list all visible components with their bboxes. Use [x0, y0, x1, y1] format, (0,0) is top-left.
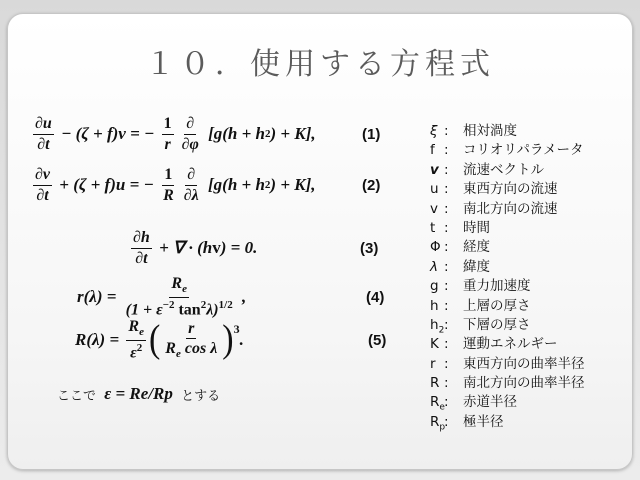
legend-item: [430, 335, 630, 354]
eq2-deriv-numerator: ∂: [185, 166, 197, 186]
eq4-den-c: λ): [206, 301, 219, 318]
legend-item: [430, 161, 630, 180]
legend-symbol: g: [430, 278, 439, 295]
legend-symbol: λ: [430, 258, 438, 275]
eq2-deriv-fraction: [182, 166, 201, 204]
equation-5-number: (5): [368, 331, 387, 349]
eq2-coef-fraction: [161, 166, 176, 204]
legend-description: 極半径: [463, 413, 504, 430]
legend-symbol-base: R: [430, 413, 440, 430]
legend-item: [430, 393, 630, 412]
legend-description: 上層の厚さ: [463, 297, 531, 314]
eq5-left-paren: (: [148, 318, 161, 361]
eq4-denominator: [124, 298, 235, 319]
legend-symbol-base: R: [430, 394, 440, 411]
eq5-f1-den-eps: ε: [130, 344, 137, 361]
equation-5: [0, 318, 410, 362]
eq5-lhs: R(λ) =: [75, 330, 124, 349]
legend-symbol: v: [430, 161, 439, 178]
equation-4-number: (4): [366, 288, 385, 306]
eq5-f2-numerator: r: [186, 320, 196, 340]
eq1-rhs-subscript: 2: [265, 128, 271, 140]
legend-symbol: [430, 393, 444, 412]
legend-description: 経度: [463, 239, 490, 256]
eq4-den-b: tan: [174, 301, 201, 318]
eq4-num-r: R: [171, 275, 183, 293]
legend-separator: :: [444, 239, 449, 256]
eq2-rhs-a: [g(h + h: [203, 175, 265, 194]
eq1-deriv-fraction: [180, 115, 201, 153]
eq4-den-sup2: 2: [200, 298, 207, 311]
eq1-deriv-numerator: ∂: [184, 115, 196, 135]
legend-description: コリオリパラメータ: [463, 142, 584, 159]
note-sub-p: p: [164, 384, 173, 403]
eq1-lhs-numerator: ∂u: [33, 115, 54, 135]
note-prefix: ここで: [57, 388, 105, 404]
legend-symbol: t: [430, 219, 436, 236]
legend-description: 東西方向の曲率半径: [463, 355, 585, 372]
legend-description: 南北方向の流速: [463, 200, 558, 217]
legend-item: [430, 219, 630, 238]
legend-symbol: u: [430, 181, 439, 198]
equation-3-number: (3): [360, 239, 379, 257]
eq1-rhs-b: ) + K],: [270, 124, 316, 143]
equation-3-expression: [128, 226, 257, 270]
legend-separator: :: [444, 375, 449, 392]
eq4-den-a: (1 + ε: [125, 301, 163, 318]
legend-symbol: v: [430, 200, 438, 217]
legend-symbol: [430, 316, 444, 335]
eq3-lhs-denominator: ∂t: [135, 249, 148, 267]
legend-item: [430, 258, 630, 277]
note-equals-r: = R: [111, 384, 141, 403]
eq2-lhs-numerator: ∂v: [33, 166, 52, 186]
eq1-middle: − (ζ + f)v = −: [56, 124, 159, 143]
legend-description: 運動エネルギー: [463, 336, 558, 353]
eq5-f2-denominator: [163, 339, 219, 360]
legend-item: [430, 297, 630, 316]
equation-2-number: (2): [362, 176, 381, 194]
legend-symbol: R: [430, 375, 440, 392]
eq3-bold-v: v: [212, 238, 221, 257]
legend-description: 流速ベクトル: [463, 161, 544, 178]
eq4-lhs: r(λ) =: [77, 287, 121, 306]
legend-description: 緯度: [463, 258, 490, 275]
eq1-coef-denominator: r: [164, 135, 171, 153]
legend-symbol: h: [430, 297, 439, 314]
slide-title: １０．使用する方程式: [145, 47, 495, 82]
eq4-den-sup3: 1/2: [218, 298, 233, 311]
legend-separator: :: [444, 336, 449, 353]
equation-1-number: (1): [362, 125, 381, 143]
eq5-f2-den-sub: e: [175, 348, 181, 361]
legend-item: [430, 355, 630, 374]
legend-symbol: r: [430, 355, 436, 372]
equation-5-expression: [75, 318, 244, 362]
legend-symbol: [430, 413, 444, 432]
eq5-fraction-2: [163, 320, 219, 361]
legend-separator: :: [444, 161, 449, 178]
eq5-tail: .: [239, 330, 244, 349]
legend-item: [430, 316, 630, 335]
eq2-coef-denominator: R: [163, 186, 174, 204]
eq3-lhs-fraction: [131, 229, 152, 267]
eq5-f1-den-sup: 2: [136, 341, 143, 354]
legend-separator: :: [444, 316, 449, 333]
legend-separator: :: [444, 297, 449, 314]
note-slash-r: /R: [148, 384, 165, 403]
eq2-lhs-fraction: [33, 166, 52, 204]
legend-item: [430, 122, 630, 141]
eq1-deriv-denominator: ∂φ: [181, 135, 199, 153]
eq2-middle: + (ζ + f)u = −: [55, 175, 159, 194]
legend-item: [430, 277, 630, 296]
note-epsilon: ε: [104, 384, 112, 403]
eq4-num-sub: e: [182, 283, 187, 296]
legend-description: 赤道半径: [463, 394, 517, 411]
eq5-f1-denominator: [128, 341, 144, 362]
equation-1-expression: [30, 112, 316, 156]
eq3-middle-b: ) = 0.: [220, 238, 258, 257]
legend-description: 南北方向の曲率半径: [463, 375, 585, 392]
legend-symbol: f: [430, 142, 435, 159]
legend-item: [430, 413, 630, 432]
legend-description: 下層の厚さ: [463, 316, 531, 333]
eq5-power: 3: [233, 322, 240, 336]
legend-symbol-sub: e: [439, 403, 445, 414]
variable-legend: [430, 122, 630, 432]
legend-symbol-sub: p: [439, 422, 446, 433]
legend-description: 時間: [463, 219, 490, 236]
eq5-f1-num-r: R: [128, 318, 140, 336]
note-suffix: とする: [172, 388, 221, 404]
equation-2-expression: [30, 163, 316, 207]
eq2-rhs-b: ) + K],: [270, 175, 316, 194]
legend-separator: :: [444, 219, 449, 236]
legend-separator: :: [444, 123, 449, 139]
legend-description: 東西方向の流速: [463, 181, 558, 198]
eq2-rhs-subscript: 2: [264, 179, 271, 191]
eq1-coef-fraction: [162, 115, 174, 153]
legend-item: [430, 180, 630, 199]
legend-item: [430, 238, 630, 257]
eq5-right-paren: ): [222, 318, 234, 361]
eq3-middle-a: + ∇ · (h: [154, 238, 213, 257]
eq5-f2-den-r: R: [165, 340, 176, 358]
eq4-tail: ,: [237, 287, 247, 306]
eq4-fraction: [124, 275, 235, 318]
eq1-lhs-denominator: ∂t: [37, 135, 50, 153]
legend-description: 相対渦度: [463, 123, 517, 139]
legend-symbol: ξ: [430, 123, 438, 139]
eq2-deriv-denominator: ∂λ: [183, 186, 199, 204]
legend-description: 重力加速度: [463, 278, 531, 295]
eq5-f1-numerator: [126, 318, 146, 340]
legend-symbol-base: h: [430, 316, 439, 333]
legend-separator: :: [444, 181, 449, 198]
eq5-fraction-1: [126, 318, 146, 361]
eq4-den-sup1: −2: [162, 298, 175, 311]
legend-symbol: Φ: [430, 239, 441, 256]
eq1-lhs-fraction: [33, 115, 54, 153]
eq2-coef-numerator: 1: [162, 166, 174, 186]
note-sub-e: e: [140, 384, 149, 403]
legend-separator: :: [444, 142, 449, 159]
legend-item: [430, 374, 630, 393]
eq4-numerator: [169, 275, 189, 297]
legend-separator: :: [444, 394, 449, 411]
legend-separator: :: [444, 258, 449, 275]
legend-item: [430, 141, 630, 160]
equation-4: [0, 275, 410, 319]
epsilon-definition-note: [57, 381, 220, 407]
eq1-coef-numerator: 1: [162, 115, 174, 135]
eq3-lhs-numerator: ∂h: [131, 229, 152, 249]
equation-3: [0, 226, 410, 270]
eq2-lhs-denominator: ∂t: [36, 186, 49, 204]
eq1-rhs-a: [g(h + h: [203, 124, 266, 143]
legend-separator: :: [444, 355, 449, 372]
eq5-f1-num-sub: e: [139, 326, 144, 339]
legend-symbol-sub: 2: [438, 325, 445, 336]
equation-1: [0, 112, 410, 156]
legend-separator: :: [444, 278, 449, 295]
legend-symbol: K: [430, 336, 439, 353]
eq5-f2-den-cos: cos λ: [180, 340, 218, 358]
equation-2: [0, 163, 410, 207]
equation-4-expression: [77, 275, 246, 319]
legend-separator: :: [444, 200, 449, 217]
legend-separator: :: [444, 413, 449, 430]
legend-item: [430, 200, 630, 219]
